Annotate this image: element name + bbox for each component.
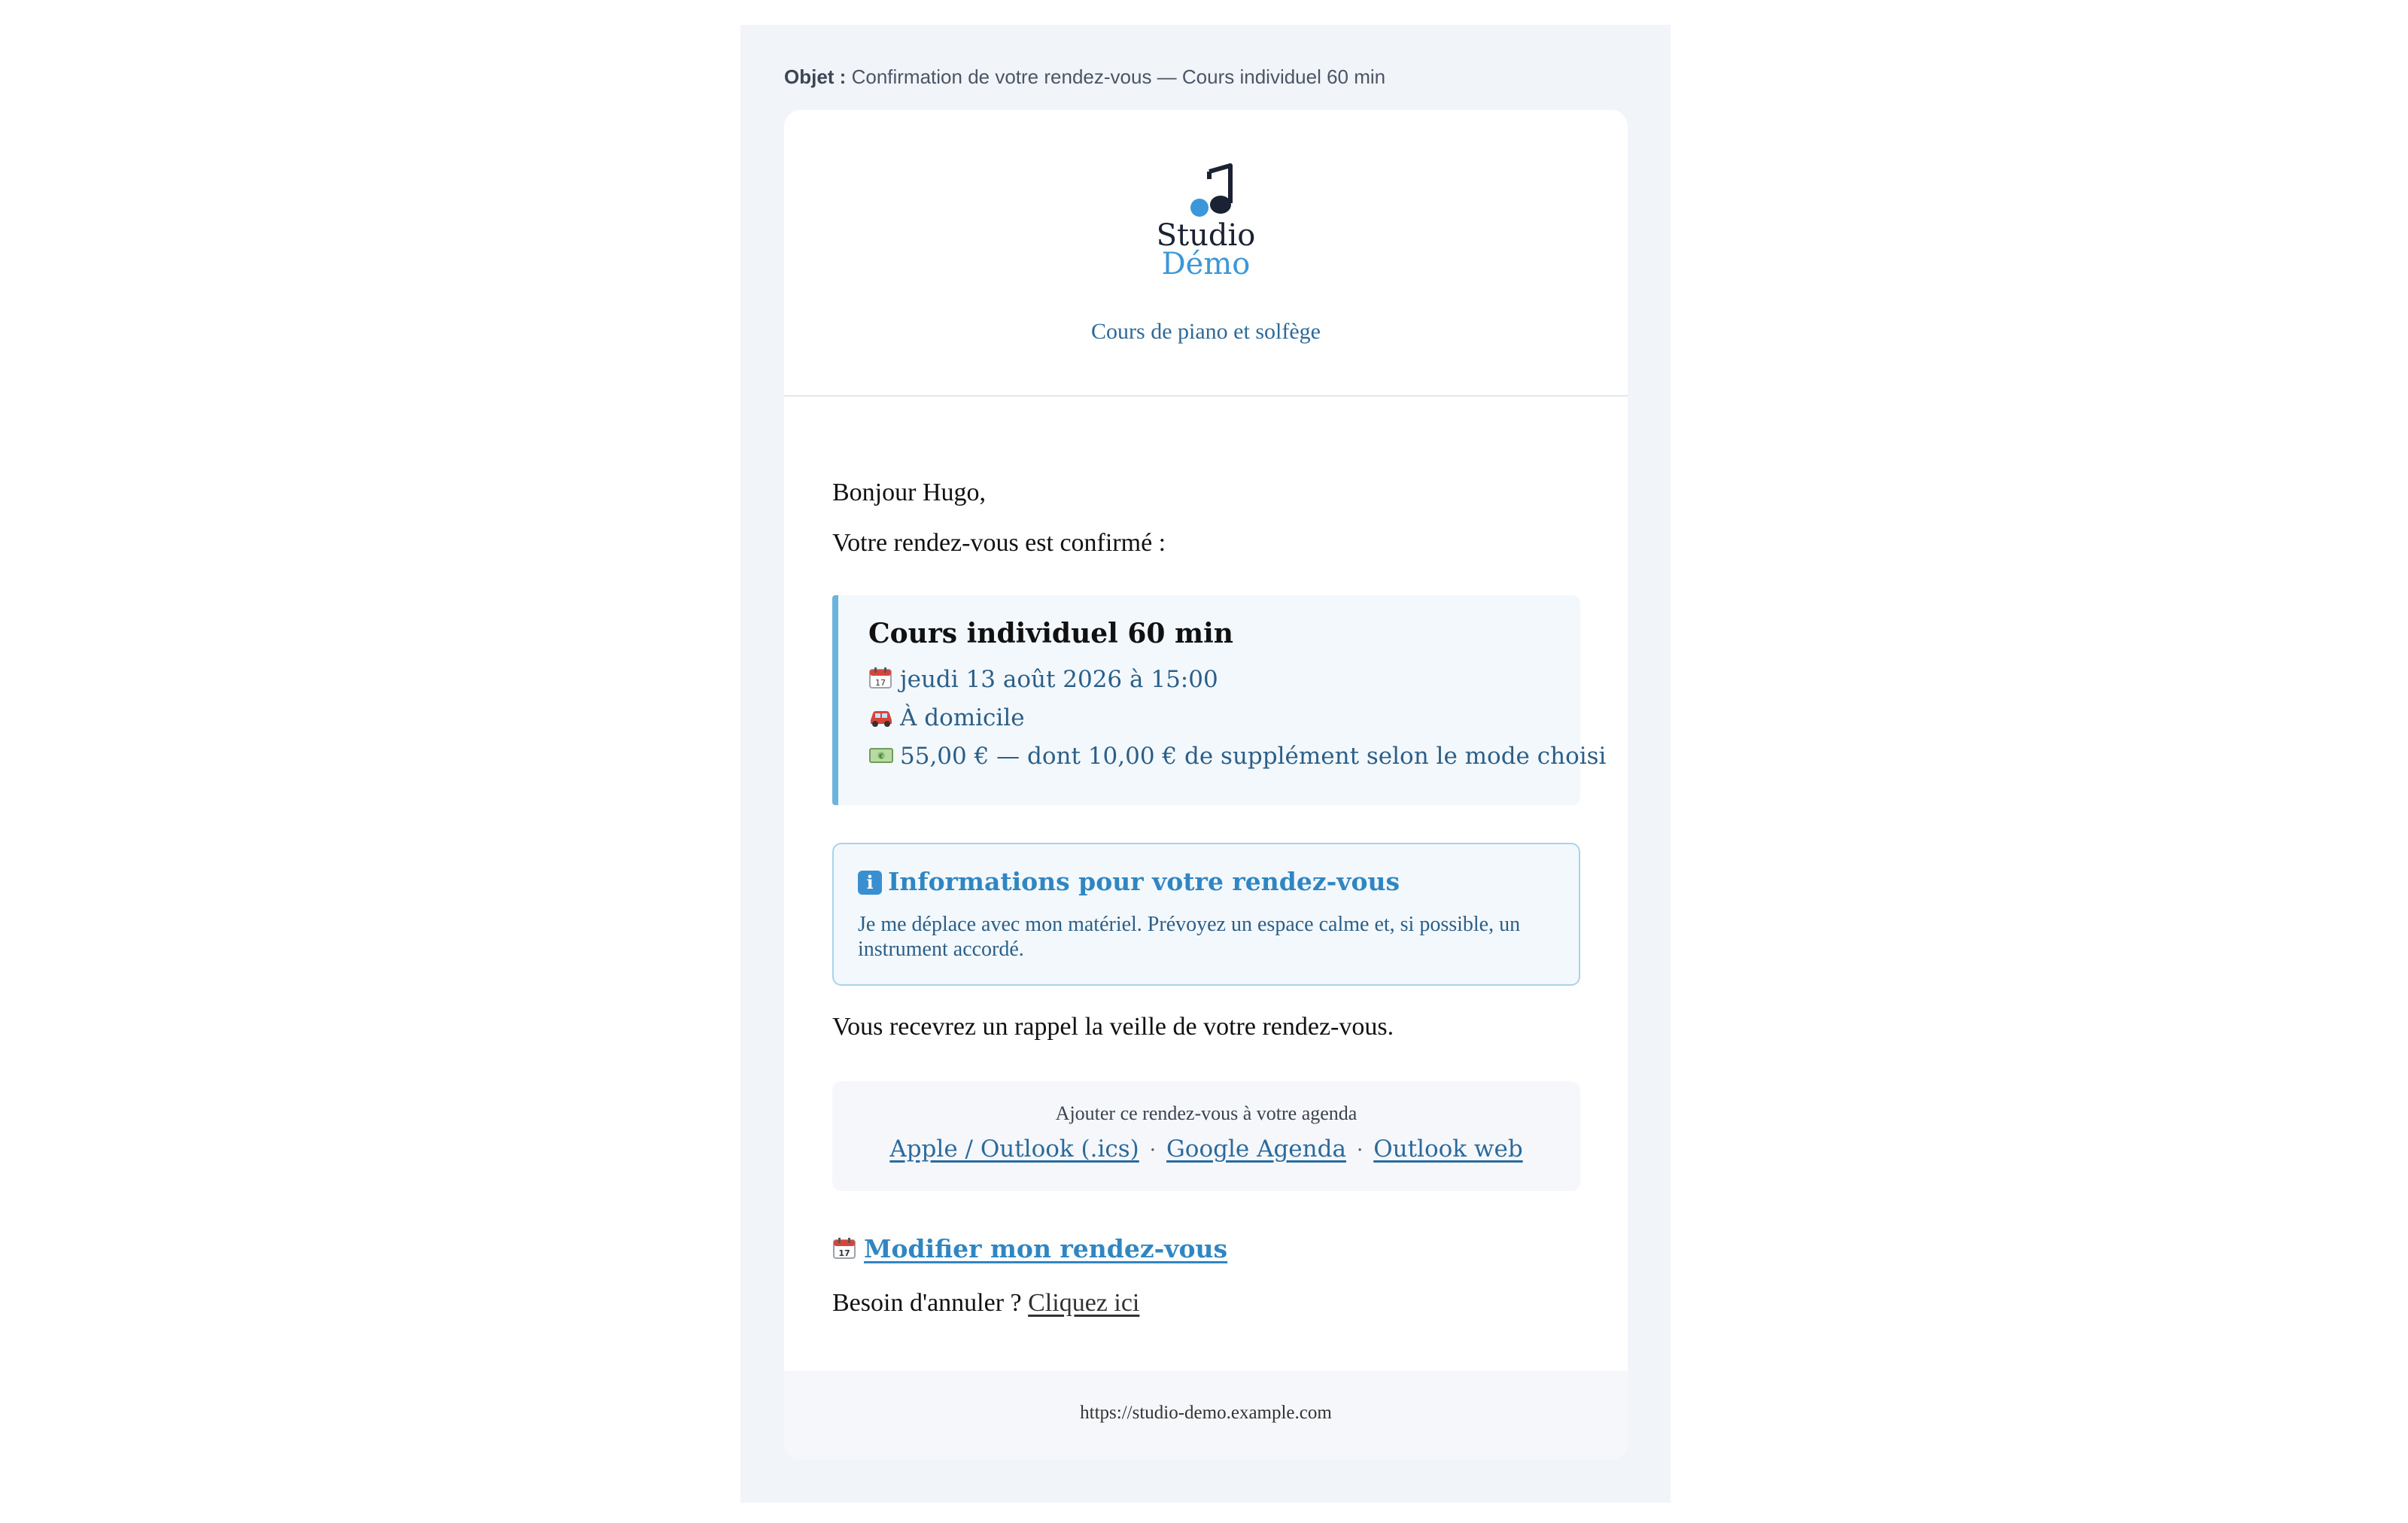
logo-word-demo: Démo: [1161, 247, 1251, 281]
email-header: [784, 110, 1628, 397]
reminder-text: Vous recevrez un rappel la veille de votre rendez-vous.: [832, 1013, 1394, 1041]
appointment-price: [868, 743, 1606, 770]
email-footer: [784, 1371, 1628, 1460]
appointment-title: Cours individuel 60 min: [868, 618, 1233, 649]
appointment-date: [868, 666, 1218, 693]
subject-text: Confirmation de votre rendez-vous — Cours individuel 60 min: [851, 65, 1386, 88]
apple-outlook-ics-link[interactable]: Apple / Outlook (.ics): [889, 1135, 1139, 1163]
cancel-line: [832, 1289, 1139, 1318]
link-separator: ·: [1356, 1139, 1364, 1162]
greeting: Bonjour Hugo,: [832, 479, 986, 506]
footer-url[interactable]: https://studio-demo.example.com: [1080, 1403, 1332, 1423]
info-box: [832, 843, 1580, 986]
intro-text: Votre rendez-vous est confirmé :: [832, 529, 1166, 557]
calendar-links: [832, 1135, 1580, 1163]
cancel-text: Besoin d'annuler ?: [832, 1289, 1022, 1317]
information-icon: i: [858, 871, 882, 895]
appointment-location: [868, 704, 1025, 731]
add-to-calendar-box: [832, 1081, 1580, 1191]
subject-label: Objet :: [784, 65, 847, 88]
car-icon: [868, 705, 894, 728]
svg-text:17: 17: [838, 1248, 850, 1258]
email-card: [784, 110, 1628, 1460]
banknote-icon: [868, 743, 894, 766]
calendar-icon: [832, 1237, 858, 1260]
brand-logo: [784, 163, 1628, 281]
google-agenda-link[interactable]: Google Agenda: [1166, 1135, 1346, 1163]
cancel-link[interactable]: Cliquez ici: [1028, 1289, 1140, 1317]
info-text: Je me déplace avec mon matériel. Prévoyez un espace calme et, si possible, un instrument accordé.: [858, 913, 1521, 961]
appointment-date-text: jeudi 13 août 2026 à 15:00: [900, 666, 1218, 693]
calendar-icon: [868, 667, 894, 689]
link-separator: ·: [1149, 1139, 1157, 1162]
logo-word-studio: Studio: [1156, 218, 1256, 253]
info-title-text: Informations pour votre rendez-vous: [888, 867, 1400, 896]
add-to-calendar-label: Ajouter ce rendez-vous à votre agenda: [1055, 1102, 1358, 1124]
modify-appointment-text: Modifier mon rendez-vous: [864, 1234, 1228, 1263]
appointment-location-text: À domicile: [900, 704, 1025, 731]
svg-text:17: 17: [875, 678, 886, 688]
svg-text:€: €: [879, 753, 883, 761]
email-subject: [784, 65, 1385, 89]
info-title: [858, 867, 1400, 896]
music-note-icon: [1172, 163, 1240, 220]
outlook-web-link[interactable]: Outlook web: [1373, 1135, 1523, 1163]
appointment-price-text: 55,00 € — dont 10,00 € de supplément selon le mode choisi: [900, 743, 1607, 770]
email-background: [740, 25, 1671, 1503]
brand-tagline: Cours de piano et solfège: [1091, 319, 1321, 344]
appointment-summary: [832, 595, 1607, 805]
modify-appointment-link[interactable]: [832, 1234, 1227, 1263]
